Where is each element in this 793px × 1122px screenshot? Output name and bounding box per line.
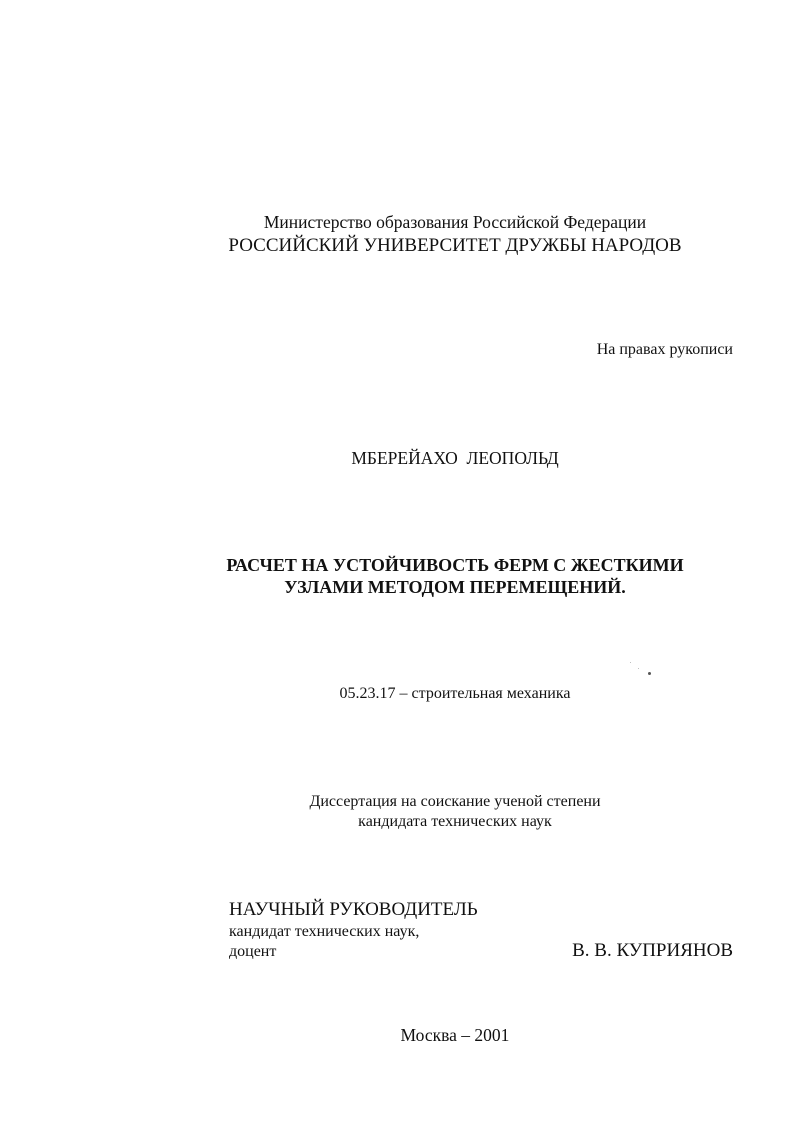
- dissertation-title-line-2: УЗЛАМИ МЕТОДОМ ПЕРЕМЕЩЕНИЙ.: [284, 577, 626, 597]
- dissertation-purpose-line-1: Диссертация на соискание ученой степени: [309, 793, 601, 810]
- university-name: РОССИЙСКИЙ УНИВЕРСИТЕТ ДРУЖБЫ НАРОДОВ: [228, 235, 682, 256]
- manuscript-rights-note: На правах рукописи: [596, 341, 733, 358]
- supervisor-name: В. В. КУПРИЯНОВ: [572, 940, 733, 961]
- scan-speck: [638, 668, 639, 669]
- city-year: Москва – 2001: [400, 1025, 510, 1045]
- specialty-code: 05.23.17 – строительная механика: [339, 685, 571, 702]
- dissertation-purpose-line-2: кандидата технических наук: [358, 813, 552, 830]
- scan-speck: [630, 662, 631, 663]
- author-name: МБЕРЕЙАХО ЛЕОПОЛЬД: [351, 448, 559, 468]
- supervisor-heading: НАУЧНЫЙ РУКОВОДИТЕЛЬ: [229, 899, 478, 920]
- ministry-name: Министерство образования Российской Федерации: [263, 212, 647, 232]
- scan-speck: [648, 672, 651, 675]
- supervisor-rank: доцент: [229, 943, 277, 960]
- supervisor-degree: кандидат технических наук,: [229, 923, 420, 940]
- dissertation-title-line-1: РАСЧЕТ НА УСТОЙЧИВОСТЬ ФЕРМ С ЖЕСТКИМИ: [226, 555, 684, 575]
